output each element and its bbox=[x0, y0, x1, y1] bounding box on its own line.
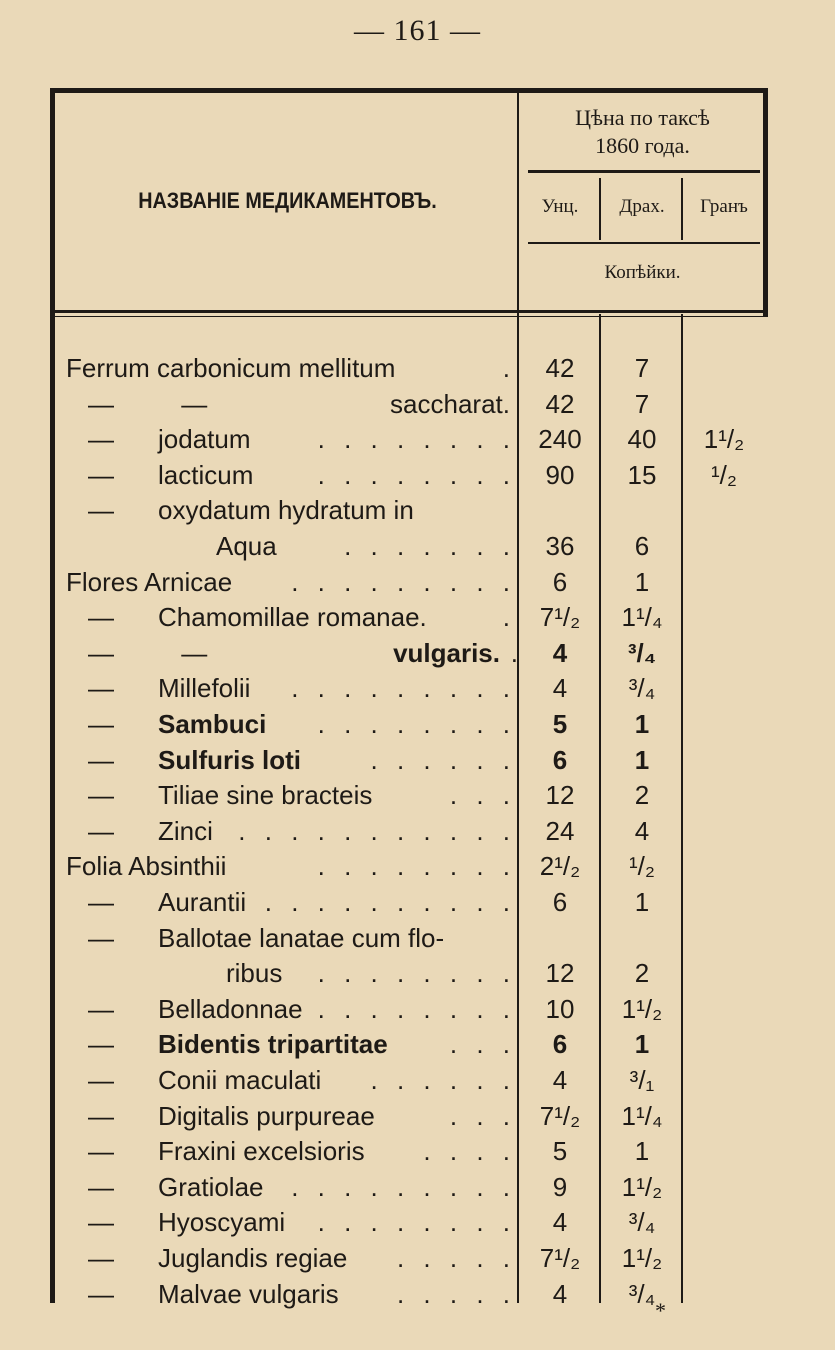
price-drachm: 1¹/₄ bbox=[621, 602, 663, 633]
medicament-name-cell bbox=[66, 492, 516, 528]
table-row bbox=[50, 991, 770, 1027]
unit-header: Копѣйки. bbox=[604, 262, 681, 283]
table-top-border bbox=[50, 88, 768, 93]
price-grain bbox=[684, 1204, 764, 1240]
price-ounce: 240 bbox=[538, 424, 582, 455]
price-grain bbox=[684, 742, 764, 778]
price-header-line2: 1860 года. bbox=[595, 133, 690, 158]
price-ounce: 4 bbox=[552, 637, 568, 668]
price-grain bbox=[684, 670, 764, 706]
table-row bbox=[50, 848, 770, 884]
leader-dots: . bbox=[502, 602, 516, 633]
table-row bbox=[50, 777, 770, 813]
medicament-name-cell bbox=[66, 1240, 516, 1276]
medicament-name: Chamomillae romanae. bbox=[158, 602, 427, 633]
price-ounce: 4 bbox=[552, 1278, 568, 1309]
table-row bbox=[50, 421, 770, 457]
medicament-name-cell bbox=[66, 350, 516, 386]
medicament-name-cell bbox=[66, 457, 516, 493]
table-row bbox=[50, 350, 770, 386]
leader-dots: . . . . . . . . bbox=[317, 709, 516, 739]
medicament-name-cell bbox=[66, 1169, 516, 1205]
ditto-dash: — — bbox=[88, 637, 208, 668]
price-ounce: 7¹/₂ bbox=[539, 1243, 581, 1273]
price-ounce: 90 bbox=[545, 459, 575, 490]
price-drachm: 6 bbox=[634, 531, 650, 561]
medicament-name: vulgaris. bbox=[393, 637, 500, 668]
ditto-dash: — bbox=[88, 1065, 114, 1095]
price-ounce: 4 bbox=[552, 1207, 568, 1238]
price-drachm: 7 bbox=[634, 388, 650, 419]
price-grain bbox=[684, 1026, 764, 1062]
leader-dots: . . . bbox=[449, 1100, 516, 1131]
price-drachm: 2 bbox=[634, 958, 650, 989]
ditto-dash: — bbox=[88, 1278, 114, 1309]
price-drachm: 1 bbox=[634, 744, 650, 775]
price-ounce: 5 bbox=[552, 1136, 568, 1167]
price-drachm: ³/₄ bbox=[628, 673, 656, 704]
ditto-dash: — bbox=[88, 602, 114, 633]
price-ounce: 7¹/₂ bbox=[539, 1100, 581, 1131]
medicament-name: Sulfuris loti bbox=[158, 744, 301, 775]
leader-dots: . . . . . bbox=[396, 1278, 516, 1309]
price-header bbox=[520, 104, 765, 160]
price-grain bbox=[684, 564, 764, 600]
table-row bbox=[50, 920, 770, 956]
medicament-name: Tiliae sine bracteis bbox=[158, 780, 373, 811]
medicament-name: Flores Arnicae bbox=[66, 566, 233, 597]
price-ounce: 12 bbox=[545, 958, 575, 989]
medicament-name-cell bbox=[66, 742, 516, 778]
ditto-dash: — bbox=[88, 709, 114, 739]
ditto-dash: — bbox=[88, 780, 114, 811]
price-grain bbox=[684, 1240, 764, 1276]
price-drachm: 1¹/₂ bbox=[621, 1171, 663, 1202]
table-row bbox=[50, 1062, 770, 1098]
price-drachm bbox=[602, 492, 682, 528]
medicament-name-cell bbox=[66, 813, 516, 849]
price-drachm: ³/₄ bbox=[628, 1278, 656, 1309]
price-ounce: 10 bbox=[545, 993, 575, 1024]
price-ounce: 6 bbox=[552, 566, 568, 597]
medicament-name-cell bbox=[66, 1133, 516, 1169]
price-ounce: 6 bbox=[552, 1029, 568, 1060]
column-header-unz: Унц. bbox=[541, 196, 579, 217]
ditto-dash: — bbox=[88, 459, 114, 490]
medicament-name: Juglandis regiae bbox=[158, 1243, 348, 1273]
medicament-name: lacticum bbox=[158, 459, 254, 490]
price-grain bbox=[684, 813, 764, 849]
leader-dots: . . . . . . . . . . . bbox=[238, 815, 516, 846]
price-drachm: ³/₁ bbox=[629, 1065, 655, 1095]
leader-dots: . . . bbox=[449, 780, 516, 811]
footer-mark: * bbox=[655, 1298, 666, 1323]
price-drachm: ¹/₂ bbox=[629, 851, 655, 882]
medicament-name-cell bbox=[66, 884, 516, 920]
table-row bbox=[50, 1169, 770, 1205]
price-grain bbox=[684, 1169, 764, 1205]
medicament-name: Folia Absinthii bbox=[66, 851, 227, 882]
table-row bbox=[50, 1204, 770, 1240]
price-grain bbox=[684, 635, 764, 671]
price-grain bbox=[684, 955, 764, 991]
price-drachm: 1 bbox=[634, 887, 650, 917]
medicament-name: ribus bbox=[226, 958, 283, 989]
price-drachm: 1 bbox=[634, 1029, 650, 1060]
price-grain bbox=[684, 1133, 764, 1169]
price-ounce: 5 bbox=[552, 709, 568, 739]
medicament-name-cell bbox=[66, 528, 516, 564]
price-drachm: 2 bbox=[634, 780, 650, 811]
table-row bbox=[50, 955, 770, 991]
price-ounce: 24 bbox=[545, 815, 575, 846]
medicament-name-cell bbox=[66, 920, 516, 956]
price-drachm: ³/₄ bbox=[627, 637, 657, 668]
medicament-name-cell bbox=[66, 564, 516, 600]
medicament-name: Gratiolae bbox=[158, 1171, 264, 1202]
medicament-name-cell bbox=[66, 777, 516, 813]
ditto-dash: — — bbox=[88, 388, 208, 419]
table-row bbox=[50, 564, 770, 600]
table-row bbox=[50, 457, 770, 493]
medicament-name: Digitalis purpureae bbox=[158, 1100, 375, 1131]
table-row bbox=[50, 1240, 770, 1276]
price-grain bbox=[684, 599, 764, 635]
medicament-name: Millefolii bbox=[158, 673, 251, 704]
column-header-gran: Гранъ bbox=[700, 196, 748, 217]
price-drachm: 1 bbox=[634, 1136, 650, 1167]
medicament-name: jodatum bbox=[158, 424, 251, 455]
price-drachm: 40 bbox=[627, 424, 657, 455]
subcolumn-rule bbox=[528, 242, 760, 244]
leader-dots: . . . . . . . . bbox=[317, 958, 516, 989]
table-row bbox=[50, 1098, 770, 1134]
table-row bbox=[50, 670, 770, 706]
medicament-name-cell bbox=[66, 421, 516, 457]
ditto-dash: — bbox=[88, 993, 114, 1024]
leader-dots: . . . . bbox=[423, 1136, 516, 1167]
price-grain bbox=[684, 350, 764, 386]
table-row bbox=[50, 706, 770, 742]
leader-dots: . . . . . . . . bbox=[317, 1207, 516, 1238]
medicament-name: Ferrum carbonicum mellitum bbox=[66, 353, 396, 383]
leader-dots: . . . bbox=[449, 1029, 516, 1060]
column-header-name: НАЗВАНІЕ МЕДИКАМЕНТОВЪ. bbox=[138, 188, 437, 213]
price-drachm: 1¹/₂ bbox=[621, 1243, 663, 1273]
table-row bbox=[50, 1026, 770, 1062]
ditto-dash: — bbox=[88, 1171, 114, 1202]
ditto-dash: — bbox=[88, 1136, 114, 1167]
header-bottom-rule bbox=[50, 310, 768, 313]
price-drachm: 1 bbox=[634, 709, 650, 739]
price-ounce: 4 bbox=[552, 673, 568, 704]
price-grain bbox=[684, 528, 764, 564]
table-row bbox=[50, 1133, 770, 1169]
price-drachm: 4 bbox=[634, 815, 650, 846]
price-header-line1: Цѣна по таксѣ bbox=[575, 105, 710, 130]
price-grain bbox=[684, 991, 764, 1027]
medicament-name: Malvae vulgaris bbox=[158, 1278, 339, 1309]
medicament-name: Conii maculati bbox=[158, 1065, 322, 1095]
medicament-name-cell bbox=[66, 1098, 516, 1134]
medicament-name: Aqua bbox=[216, 531, 277, 561]
medicament-name: Hyoscyami bbox=[158, 1207, 286, 1238]
price-ounce: 6 bbox=[552, 887, 568, 917]
medicament-name: Fraxini excelsioris bbox=[158, 1136, 365, 1167]
medicament-name-cell bbox=[66, 1204, 516, 1240]
medicament-name: Bidentis tripartitae bbox=[158, 1029, 388, 1060]
price-grain bbox=[684, 848, 764, 884]
leader-dots: . bbox=[502, 353, 516, 383]
price-drachm bbox=[602, 920, 682, 956]
table-row bbox=[50, 742, 770, 778]
ditto-dash: — bbox=[88, 887, 114, 917]
price-table bbox=[50, 88, 770, 1309]
price-drachm: 1¹/₂ bbox=[621, 993, 663, 1024]
price-title-rule bbox=[528, 170, 760, 173]
ditto-dash: — bbox=[88, 424, 114, 455]
leader-dots: . . . . . . . . . . bbox=[264, 887, 516, 917]
leader-dots: . . . . . . . . bbox=[317, 459, 516, 490]
price-drachm: 15 bbox=[627, 459, 657, 490]
leader-dots: . . . . . . bbox=[370, 744, 516, 775]
leader-dots: . . . . . bbox=[396, 1243, 516, 1273]
table-row bbox=[50, 813, 770, 849]
table-row bbox=[50, 528, 770, 564]
price-grain bbox=[684, 777, 764, 813]
table-row bbox=[50, 884, 770, 920]
table-row bbox=[50, 635, 770, 671]
price-grain bbox=[684, 884, 764, 920]
price-grain bbox=[684, 706, 764, 742]
leader-dots: . . . . . . . . . bbox=[291, 566, 516, 597]
medicament-name: oxydatum hydratum in bbox=[158, 495, 414, 526]
price-grain bbox=[684, 1062, 764, 1098]
ditto-dash: — bbox=[88, 1207, 114, 1238]
medicament-name-cell bbox=[66, 599, 516, 635]
column-header-drah: Драх. bbox=[619, 196, 665, 217]
price-ounce: 9 bbox=[552, 1171, 568, 1202]
medicament-name-cell bbox=[66, 848, 516, 884]
medicament-name-cell bbox=[66, 1276, 516, 1312]
header-bottom-rule-thin bbox=[50, 316, 768, 317]
medicament-name: Zinci bbox=[158, 815, 213, 846]
price-ounce: 12 bbox=[545, 780, 575, 811]
page-number: — 161 — bbox=[354, 14, 481, 47]
medicament-name-cell bbox=[66, 1026, 516, 1062]
leader-dots: . . . . . . . . bbox=[317, 424, 516, 455]
price-ounce: 4 bbox=[552, 1065, 568, 1095]
medicament-name-cell bbox=[66, 386, 516, 422]
price-grain bbox=[684, 920, 764, 956]
price-ounce: 42 bbox=[545, 353, 575, 383]
ditto-dash: — bbox=[88, 1100, 114, 1131]
table-row bbox=[50, 492, 770, 528]
price-grain bbox=[684, 492, 764, 528]
price-ounce: 36 bbox=[545, 531, 575, 561]
medicament-name-cell bbox=[66, 635, 516, 671]
ditto-dash: — bbox=[88, 495, 114, 526]
medicament-name-cell bbox=[66, 1062, 516, 1098]
leader-dots: . bbox=[510, 637, 518, 668]
medicament-name: Ballotae lanatae cum flo- bbox=[158, 922, 445, 953]
ditto-dash: — bbox=[88, 922, 114, 953]
table-row bbox=[50, 386, 770, 422]
medicament-name-cell bbox=[66, 670, 516, 706]
leader-dots: . . . . . . . . bbox=[317, 993, 516, 1024]
medicament-name: Belladonnae bbox=[158, 993, 303, 1024]
table-row bbox=[50, 599, 770, 635]
medicament-name-cell bbox=[66, 955, 516, 991]
price-ounce: 2¹/₂ bbox=[539, 851, 581, 882]
price-ounce bbox=[520, 492, 600, 528]
price-drachm: 1 bbox=[634, 566, 650, 597]
leader-dots: . . . . . . . . . bbox=[291, 673, 516, 704]
ditto-dash: — bbox=[88, 673, 114, 704]
price-drachm: 1¹/₄ bbox=[621, 1100, 663, 1131]
medicament-name-cell bbox=[66, 706, 516, 742]
price-grain bbox=[684, 1276, 764, 1312]
price-ounce: 42 bbox=[545, 388, 575, 419]
leader-dots: . . . . . . . . . bbox=[291, 1171, 516, 1202]
ditto-dash: — bbox=[88, 815, 114, 846]
medicament-name-cell bbox=[66, 991, 516, 1027]
leader-dots: . . . . . . . bbox=[344, 531, 516, 561]
leader-dots: . . . . . . . . bbox=[317, 851, 516, 882]
price-ounce: 7¹/₂ bbox=[539, 602, 581, 633]
ditto-dash: — bbox=[88, 744, 114, 775]
price-ounce bbox=[520, 920, 600, 956]
ditto-dash: — bbox=[88, 1029, 114, 1060]
ditto-dash: — bbox=[88, 1243, 114, 1273]
price-grain: ¹/₂ bbox=[711, 459, 737, 490]
price-grain bbox=[684, 386, 764, 422]
price-grain: 1¹/₂ bbox=[703, 424, 745, 455]
price-drachm: ³/₄ bbox=[628, 1207, 656, 1238]
medicament-name: saccharat. bbox=[390, 388, 510, 419]
price-ounce: 6 bbox=[552, 744, 568, 775]
medicament-name: Aurantii bbox=[158, 887, 247, 917]
medicament-name: Sambuci bbox=[158, 709, 267, 739]
price-grain bbox=[684, 1098, 764, 1134]
price-drachm: 7 bbox=[634, 353, 650, 383]
leader-dots: . . . . . . bbox=[370, 1065, 516, 1095]
